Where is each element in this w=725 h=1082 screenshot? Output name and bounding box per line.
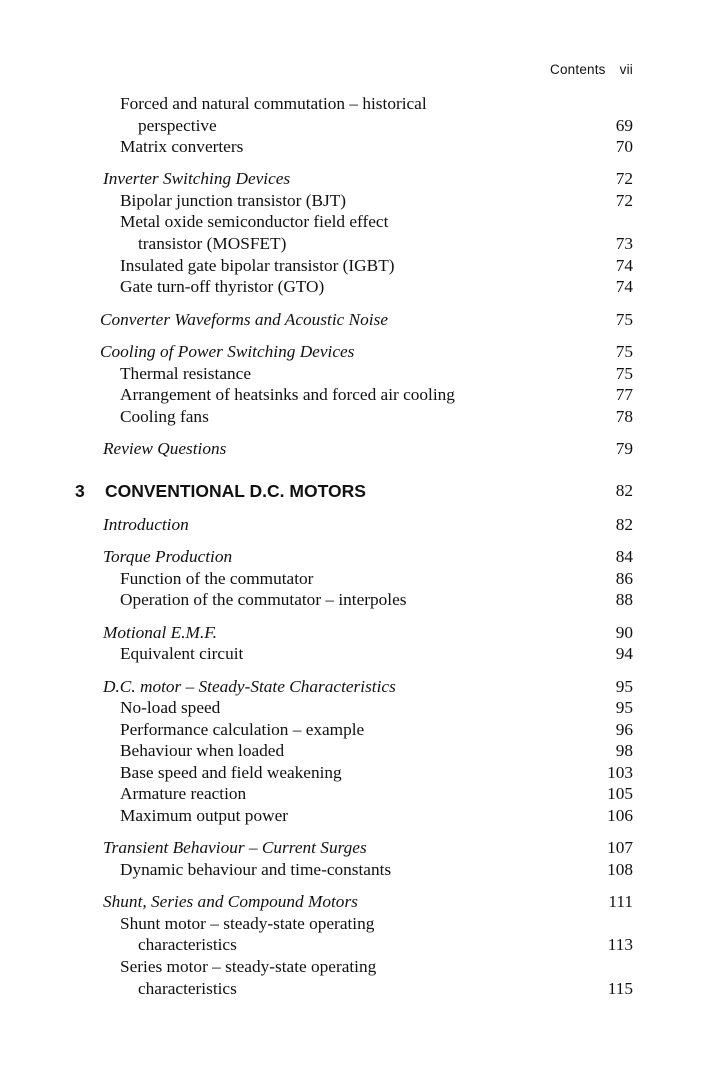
page-folio: vii bbox=[619, 62, 633, 77]
toc-subentry: Matrix converters 70 bbox=[120, 137, 633, 156]
running-head bbox=[550, 62, 633, 77]
toc-subentry: Base speed and field weakening 103 bbox=[120, 763, 633, 782]
toc-section-heading: Cooling of Power Switching Devices 75 bbox=[100, 342, 633, 361]
toc-subentry: Equivalent circuit 94 bbox=[120, 644, 633, 663]
toc-subentry: Insulated gate bipolar transistor (IGBT) 74 bbox=[120, 256, 633, 275]
toc-subentry: Arrangement of heatsinks and forced air cooling 77 bbox=[120, 385, 633, 404]
running-head-label: Contents bbox=[550, 62, 606, 77]
toc-subentry-continuation: transistor (MOSFET) 73 bbox=[138, 234, 633, 253]
toc-section-heading: Inverter Switching Devices 72 bbox=[103, 169, 633, 188]
toc-subentry: Dynamic behaviour and time-constants 108 bbox=[120, 860, 633, 879]
toc-section-heading: Review Questions 79 bbox=[103, 439, 633, 458]
toc-subentry: Shunt motor – steady-state operating bbox=[120, 914, 375, 933]
toc-subentry: Metal oxide semiconductor field effect bbox=[120, 212, 389, 231]
toc-section-heading: Transient Behaviour – Current Surges 107 bbox=[103, 838, 633, 857]
toc-subentry: Performance calculation – example 96 bbox=[120, 720, 633, 739]
toc-subentry: Operation of the commutator – interpoles 88 bbox=[120, 590, 633, 609]
toc-subentry: Armature reaction 105 bbox=[120, 784, 633, 803]
toc-subentry: Gate turn-off thyristor (GTO) 74 bbox=[120, 277, 633, 296]
chapter-number: 3 bbox=[75, 481, 85, 501]
toc-subentry: Bipolar junction transistor (BJT) 72 bbox=[120, 191, 633, 210]
toc-subentry: Thermal resistance 75 bbox=[120, 364, 633, 383]
toc-section-heading: Motional E.M.F. 90 bbox=[103, 623, 633, 642]
toc-subentry: Cooling fans 78 bbox=[120, 407, 633, 426]
toc-subentry: Behaviour when loaded 98 bbox=[120, 741, 633, 760]
toc-section-heading: Converter Waveforms and Acoustic Noise 75 bbox=[100, 310, 633, 329]
toc-subentry-continuation: perspective 69 bbox=[138, 116, 633, 135]
toc-subentry: Maximum output power 106 bbox=[120, 806, 633, 825]
toc-subentry: No-load speed 95 bbox=[120, 698, 633, 717]
toc-subentry: Forced and natural commutation – historical bbox=[120, 94, 427, 113]
toc-section-heading: Shunt, Series and Compound Motors 111 bbox=[103, 892, 633, 911]
toc-section-heading: D.C. motor – Steady-State Characteristics 95 bbox=[103, 677, 633, 696]
toc-subentry-continuation: characteristics 113 bbox=[138, 935, 633, 954]
toc-section-heading: Torque Production 84 bbox=[103, 547, 633, 566]
toc-section-heading: Introduction 82 bbox=[103, 515, 633, 534]
toc-subentry: Series motor – steady-state operating bbox=[120, 957, 377, 976]
toc-subentry: Function of the commutator 86 bbox=[120, 569, 633, 588]
chapter-heading: CONVENTIONAL D.C. MOTORS 82 bbox=[105, 481, 633, 501]
toc-subentry-continuation: characteristics 115 bbox=[138, 979, 633, 998]
